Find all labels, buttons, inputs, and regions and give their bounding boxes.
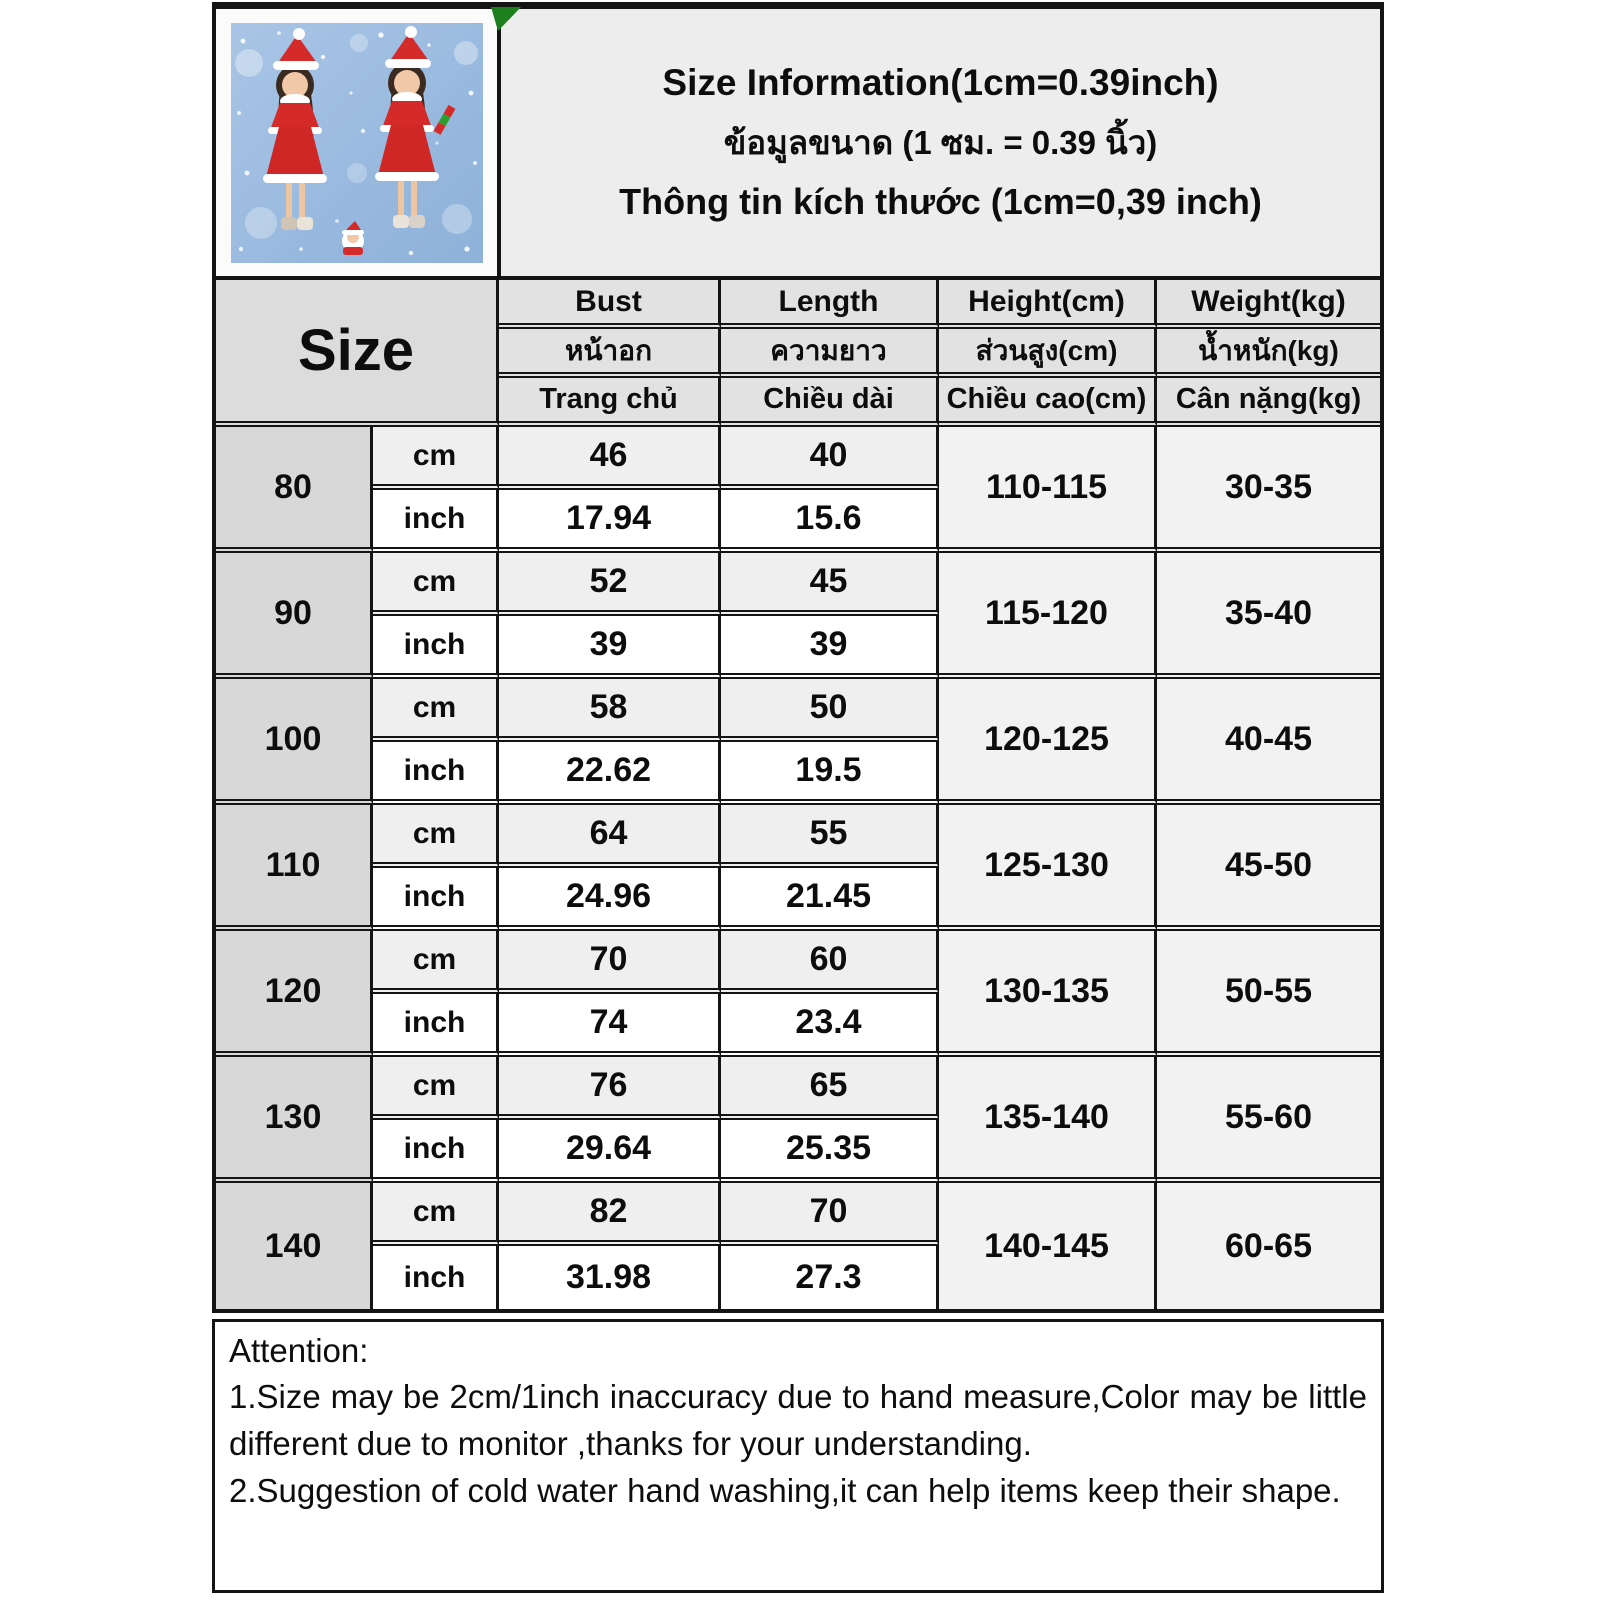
row-90-unit-cm: cm <box>373 553 499 616</box>
row-110-unit-cm: cm <box>373 805 499 868</box>
row-110-unit-inch: inch <box>373 868 499 931</box>
row-100-bust-cm: 58 <box>499 679 721 742</box>
row-140-length-inch: 27.3 <box>721 1246 939 1309</box>
row-120-bust-cm: 70 <box>499 931 721 994</box>
attention-item-2: 2.Suggestion of cold water hand washing,it can help items keep their shape. <box>229 1471 1341 1509</box>
row-110-length-inch: 21.45 <box>721 868 939 931</box>
row-130-weight-range: 55-60 <box>1157 1057 1380 1183</box>
header-weight-th: น้ำหนัก(kg) <box>1157 329 1380 378</box>
header-weight-en: Weight(kg) <box>1157 280 1380 329</box>
size-header: Size <box>216 280 499 427</box>
row-140-unit-inch: inch <box>373 1246 499 1309</box>
row-130-length-inch: 25.35 <box>721 1120 939 1183</box>
size-chart-sheet <box>212 2 1384 1593</box>
row-120-size: 120 <box>216 931 373 1057</box>
row-140-unit-cm: cm <box>373 1183 499 1246</box>
row-100-unit-inch: inch <box>373 742 499 805</box>
row-90-weight-range: 35-40 <box>1157 553 1380 679</box>
row-80-length-inch: 15.6 <box>721 490 939 553</box>
row-100-length-cm: 50 <box>721 679 939 742</box>
row-130-bust-inch: 29.64 <box>499 1120 721 1183</box>
row-80-unit-cm: cm <box>373 427 499 490</box>
row-120-unit-inch: inch <box>373 994 499 1057</box>
row-120-length-inch: 23.4 <box>721 994 939 1057</box>
row-110-bust-inch: 24.96 <box>499 868 721 931</box>
row-100-size: 100 <box>216 679 373 805</box>
row-130-length-cm: 65 <box>721 1057 939 1120</box>
row-140-size: 140 <box>216 1183 373 1309</box>
size-table <box>212 280 1384 1313</box>
header-weight-vi: Cân nặng(kg) <box>1157 378 1380 427</box>
row-80-bust-inch: 17.94 <box>499 490 721 553</box>
row-120-weight-range: 50-55 <box>1157 931 1380 1057</box>
row-110-size: 110 <box>216 805 373 931</box>
row-90-size: 90 <box>216 553 373 679</box>
row-110-weight-range: 45-50 <box>1157 805 1380 931</box>
row-90-length-cm: 45 <box>721 553 939 616</box>
row-90-unit-inch: inch <box>373 616 499 679</box>
row-80-height-range: 110-115 <box>939 427 1157 553</box>
row-140-weight-range: 60-65 <box>1157 1183 1380 1309</box>
header-height-en: Height(cm) <box>939 280 1157 329</box>
row-90-height-range: 115-120 <box>939 553 1157 679</box>
header-length-en: Length <box>721 280 939 329</box>
header-bust-en: Bust <box>499 280 721 329</box>
attention-item-1: 1.Size may be 2cm/1inch inaccuracy due to hand measure,Color may be little different due to monitor ,thanks for your understanding. <box>229 1378 1367 1463</box>
row-120-length-cm: 60 <box>721 931 939 994</box>
top-section <box>212 2 1384 280</box>
row-80-size: 80 <box>216 427 373 553</box>
row-80-bust-cm: 46 <box>499 427 721 490</box>
attention-box <box>212 1319 1384 1593</box>
row-90-bust-inch: 39 <box>499 616 721 679</box>
header-bust-vi: Trang chủ <box>499 378 721 427</box>
row-110-height-range: 125-130 <box>939 805 1157 931</box>
row-130-size: 130 <box>216 1057 373 1183</box>
header-length-th: ความยาว <box>721 329 939 378</box>
row-140-height-range: 140-145 <box>939 1183 1157 1309</box>
title-vietnamese: Thông tin kích thước (1cm=0,39 inch) <box>619 181 1262 222</box>
row-130-unit-cm: cm <box>373 1057 499 1120</box>
header-length-vi: Chiều dài <box>721 378 939 427</box>
row-110-length-cm: 55 <box>721 805 939 868</box>
row-100-weight-range: 40-45 <box>1157 679 1380 805</box>
row-130-bust-cm: 76 <box>499 1057 721 1120</box>
green-corner-flag-icon <box>491 7 521 31</box>
row-140-bust-cm: 82 <box>499 1183 721 1246</box>
row-100-unit-cm: cm <box>373 679 499 742</box>
row-120-bust-inch: 74 <box>499 994 721 1057</box>
product-photo-cell <box>216 9 501 276</box>
row-100-height-range: 120-125 <box>939 679 1157 805</box>
header-bust-th: หน้าอก <box>499 329 721 378</box>
row-100-length-inch: 19.5 <box>721 742 939 805</box>
header-height-th: ส่วนสูง(cm) <box>939 329 1157 378</box>
row-130-height-range: 135-140 <box>939 1057 1157 1183</box>
product-photo <box>231 23 483 263</box>
row-140-length-cm: 70 <box>721 1183 939 1246</box>
row-140-bust-inch: 31.98 <box>499 1246 721 1309</box>
attention-heading: Attention: <box>229 1332 369 1369</box>
title-block <box>501 9 1380 276</box>
row-100-bust-inch: 22.62 <box>499 742 721 805</box>
title-english: Size Information(1cm=0.39inch) <box>662 62 1219 103</box>
title-thai: ข้อมูลขนาด (1 ซม. = 0.39 นิ้ว) <box>723 124 1158 161</box>
row-90-length-inch: 39 <box>721 616 939 679</box>
row-90-bust-cm: 52 <box>499 553 721 616</box>
header-height-vi: Chiều cao(cm) <box>939 378 1157 427</box>
row-110-bust-cm: 64 <box>499 805 721 868</box>
row-120-height-range: 130-135 <box>939 931 1157 1057</box>
row-120-unit-cm: cm <box>373 931 499 994</box>
row-80-unit-inch: inch <box>373 490 499 553</box>
row-130-unit-inch: inch <box>373 1120 499 1183</box>
row-80-weight-range: 30-35 <box>1157 427 1380 553</box>
row-80-length-cm: 40 <box>721 427 939 490</box>
